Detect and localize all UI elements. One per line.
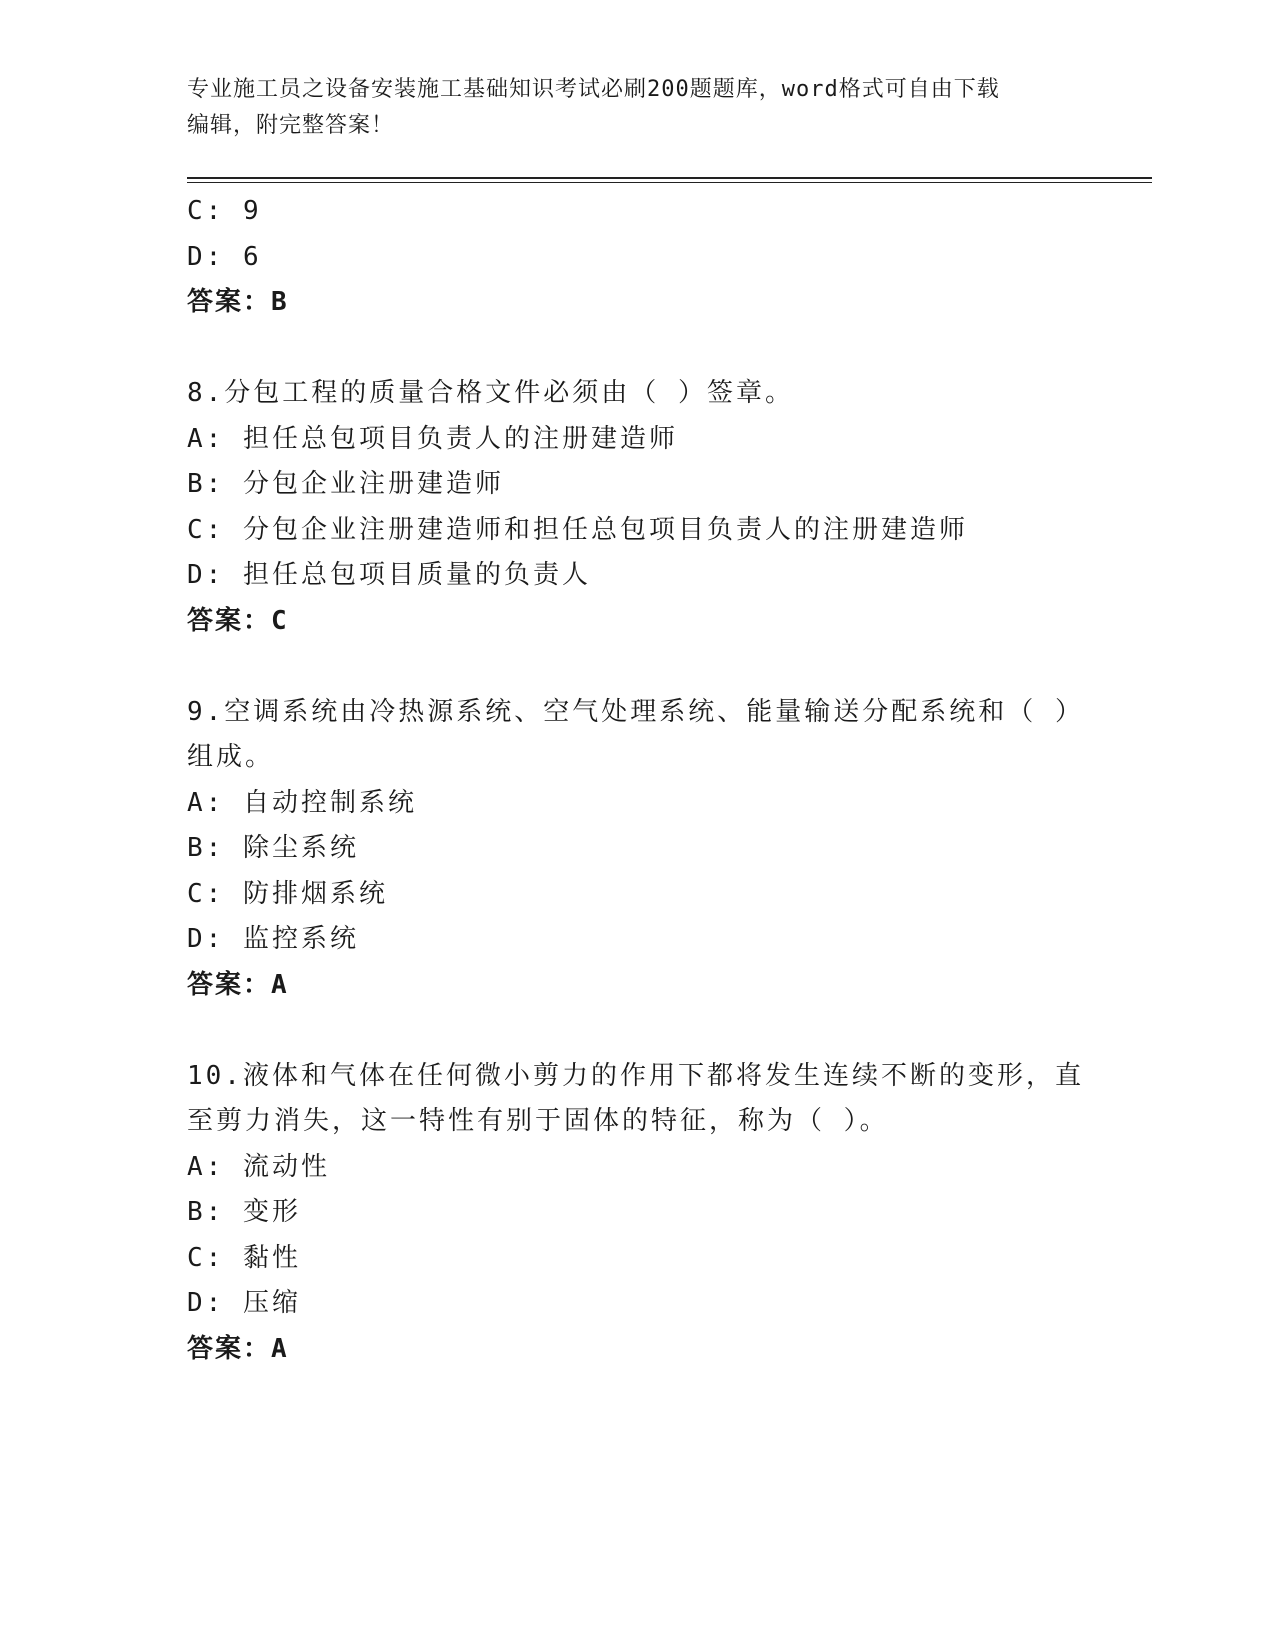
- spacer: [187, 326, 1087, 372]
- option-a: A: 流动性: [187, 1151, 330, 1182]
- option-c: C: 防排烟系统: [187, 878, 388, 909]
- option-d: D: 压缩: [187, 1288, 301, 1318]
- option-d: D: 6: [187, 241, 262, 272]
- header-line-2: 编辑，附完整答案！: [187, 113, 395, 138]
- option-a: A: 自动控制系统: [187, 787, 417, 818]
- question-title: 9.空调系统由冷热源系统、空气处理系统、能量输送分配系统和（ ）: [187, 696, 1084, 727]
- option-c: C: 黏性: [187, 1242, 301, 1273]
- spacer: [187, 644, 1087, 690]
- question-8: [187, 371, 1087, 644]
- previous-question-tail: [187, 189, 1087, 326]
- answer-line: 答案：C: [187, 605, 289, 636]
- option-b: B: 除尘系统: [187, 833, 359, 863]
- option-a: A: 担任总包项目负责人的注册建造师: [187, 423, 678, 454]
- option-b: B: 分包企业注册建造师: [187, 469, 504, 499]
- answer-line: 答案：A: [187, 1333, 289, 1364]
- header-divider-thin: [187, 182, 1152, 183]
- header-line-1: 专业施工员之设备安装施工基础知识考试必刷200题题库，word格式可自由下载: [187, 77, 1000, 102]
- question-title: 8.分包工程的质量合格文件必须由（ ）签章。: [187, 378, 794, 408]
- question-9: [187, 690, 1087, 1009]
- answer-line: 答案：B: [187, 287, 289, 317]
- option-c: C: 分包企业注册建造师和担任总包项目负责人的注册建造师: [187, 514, 968, 545]
- header-divider-thick: [187, 177, 1152, 179]
- answer-line: 答案：A: [187, 969, 289, 1000]
- option-c: C: 9: [187, 196, 262, 226]
- option-d: D: 担任总包项目质量的负责人: [187, 560, 591, 590]
- spacer: [187, 1008, 1087, 1054]
- option-b: B: 变形: [187, 1197, 301, 1227]
- question-title-continued: 组成。: [187, 742, 275, 772]
- question-list: [187, 189, 1087, 1372]
- option-d: D: 监控系统: [187, 924, 359, 954]
- document-header: [187, 72, 1087, 144]
- question-10: [187, 1054, 1087, 1373]
- question-title: 10.液体和气体在任何微小剪力的作用下都将发生连续不断的变形，直: [187, 1060, 1084, 1091]
- question-title-continued: 至剪力消失，这一特性有别于固体的特征，称为（ ）。: [187, 1106, 889, 1136]
